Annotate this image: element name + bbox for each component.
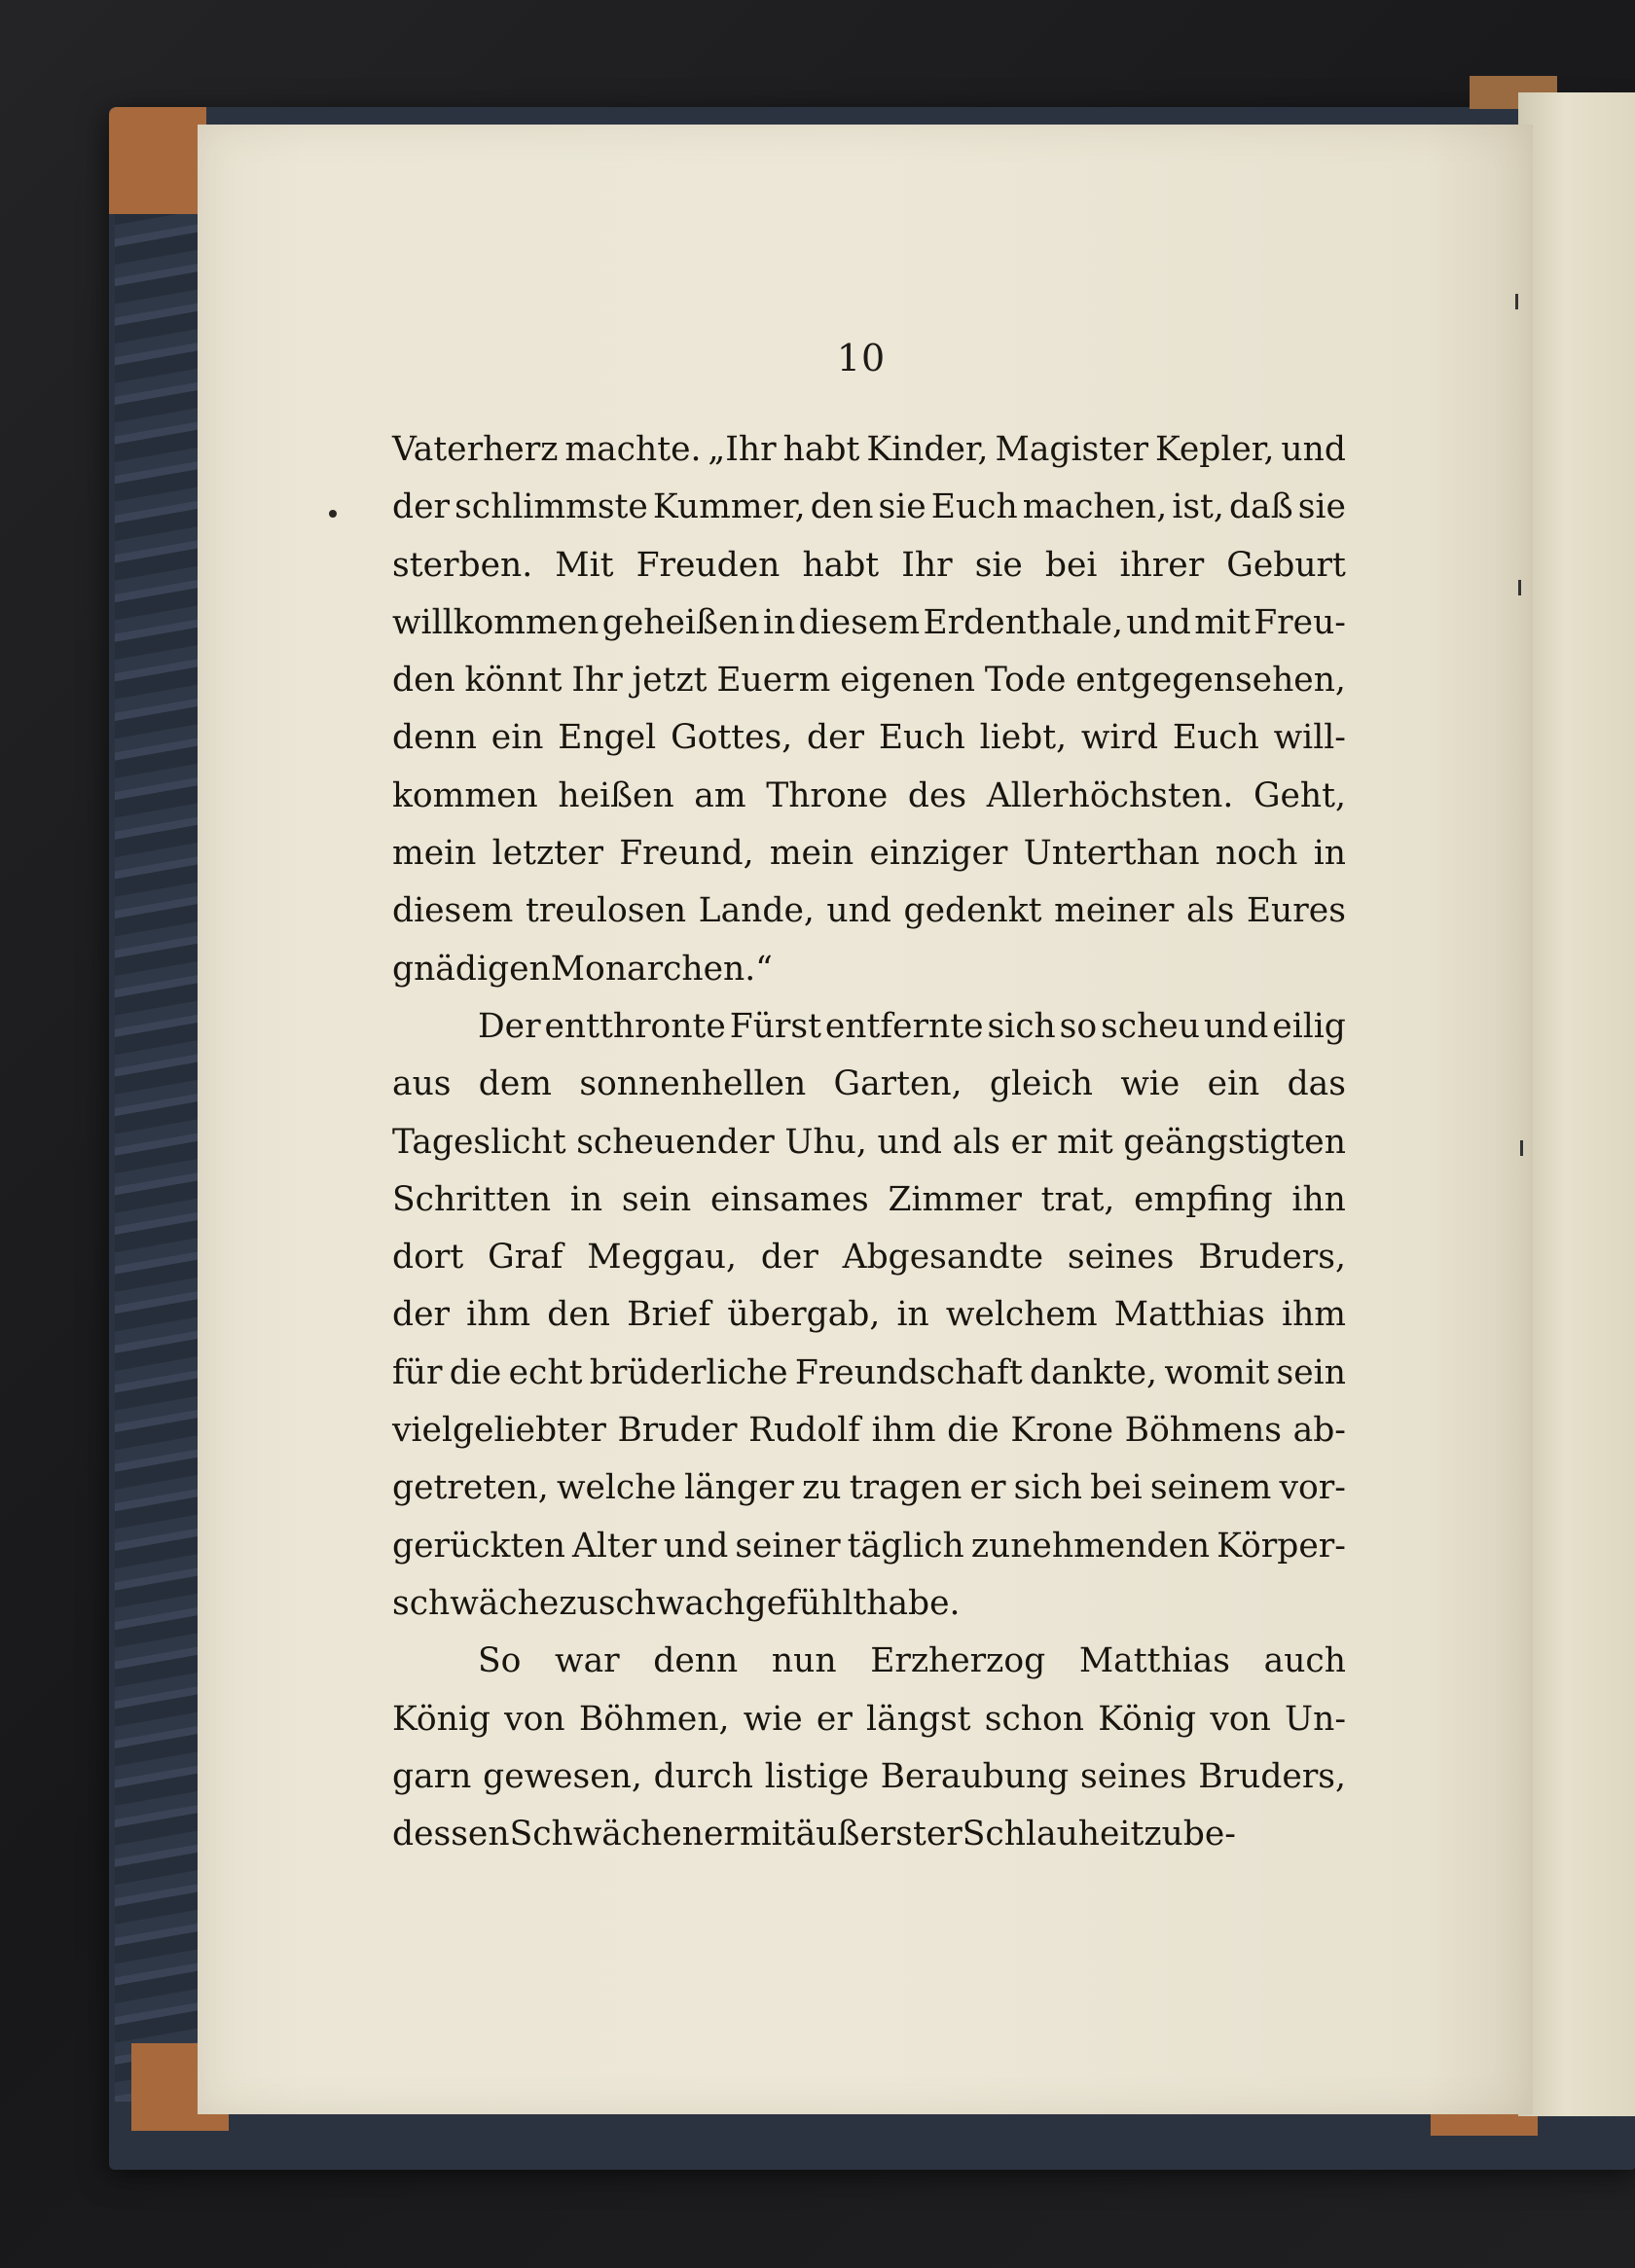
text-line: diesem treulosen Lande, und gedenkt meiner als Eures <box>392 891 1346 931</box>
text-line: aus dem sonnenhellen Garten, gleich wie ein das <box>392 1064 1346 1104</box>
text-line: Vaterherz machte. „Ihr habt Kinder, Magister Kepler, und <box>392 430 1346 469</box>
page-edge-mark <box>1515 294 1518 309</box>
page-number: 10 <box>836 337 887 379</box>
text-line: sterben. Mit Freuden habt Ihr sie bei ihrer Geburt <box>392 545 1346 585</box>
text-line: schwäche zu schwach gefühlt habe. <box>392 1583 961 1623</box>
page-edge-mark <box>1518 580 1521 595</box>
text-line: So war denn nun Erzherzog Matthias auch <box>478 1641 1346 1681</box>
leather-corner-top-left <box>109 107 206 214</box>
text-line: für die echt brüderliche Freundschaft dankte, womit sein <box>392 1352 1346 1392</box>
text-line: dessen Schwächen er mit äußerster Schlauheit zu be- <box>392 1815 1236 1854</box>
ink-fleck <box>329 510 337 518</box>
text-line: dort Graf Meggau, der Abgesandte seines Bruders, <box>392 1238 1346 1278</box>
text-line: garn gewesen, durch listige Beraubung seines Bruders, <box>392 1756 1346 1796</box>
text-line: denn ein Engel Gottes, der Euch liebt, wird Euch will- <box>392 718 1346 758</box>
body-text <box>392 430 1346 1872</box>
text-line: der schlimmste Kummer, den sie Euch machen, ist, daß sie <box>392 487 1346 527</box>
text-line: getreten, welche länger zu tragen er sich bei seinem vor- <box>392 1468 1346 1508</box>
text-line: der ihm den Brief übergab, in welchem Matthias ihm <box>392 1295 1346 1335</box>
text-line: mein letzter Freund, mein einziger Unterthan noch in <box>392 834 1346 874</box>
text-line: vielgeliebter Bruder Rudolf ihm die Krone Böhmens ab- <box>392 1411 1346 1451</box>
text-line: Schritten in sein einsames Zimmer trat, empfing ihn <box>392 1179 1346 1219</box>
text-line: willkommen geheißen in diesem Erdenthale, und mit Freu- <box>392 602 1346 642</box>
text-line: gnädigen Monarchen.“ <box>392 949 773 989</box>
facing-page-edge <box>1518 92 1635 2116</box>
text-line: den könnt Ihr jetzt Euerm eigenen Tode entgegensehen, <box>392 661 1346 701</box>
text-line: König von Böhmen, wie er längst schon König von Un- <box>392 1699 1346 1739</box>
text-line: kommen heißen am Throne des Allerhöchsten. Geht, <box>392 775 1346 815</box>
text-line: Der entthronte Fürst entfernte sich so scheu und eilig <box>478 1006 1346 1046</box>
page-edge-mark <box>1520 1140 1523 1156</box>
text-line: gerückten Alter und seiner täglich zunehmenden Körper- <box>392 1526 1346 1566</box>
text-line: Tageslicht scheuender Uhu, und als er mit geängstigten <box>392 1122 1346 1162</box>
